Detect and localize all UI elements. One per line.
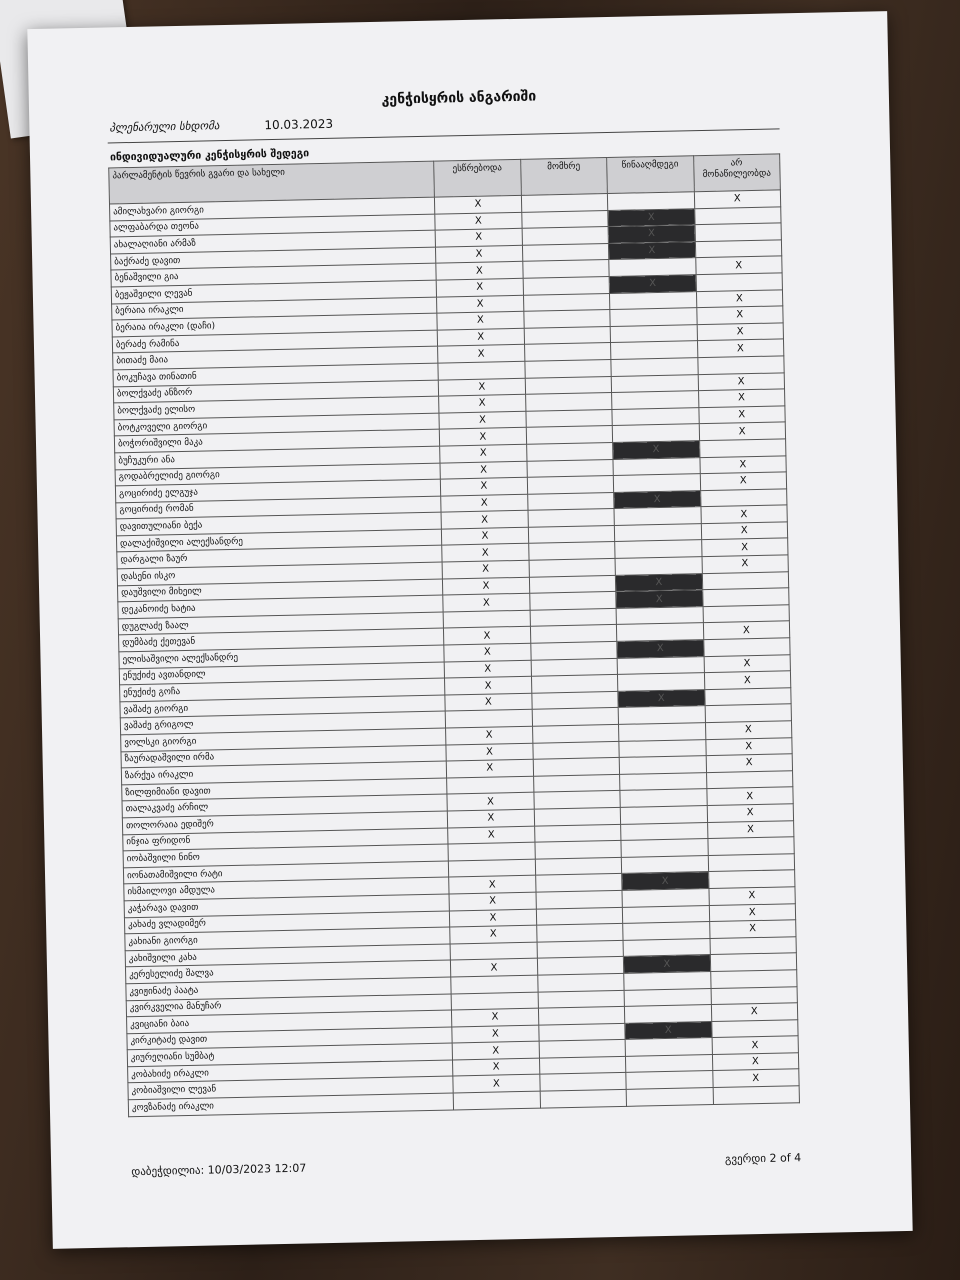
vote-cell-abstain: X [706,754,793,772]
vote-cell-against [612,424,699,442]
vote-cell-against: X [625,1021,712,1039]
vote-cell-abstain: X [698,372,785,390]
vote-cell-abstain [707,837,794,855]
vote-cell-against: X [617,640,704,658]
column-header-against: წინააღმდეგი [607,156,694,194]
vote-cell-abstain [694,206,781,224]
vote-cell-against [615,557,702,575]
vote-cell-abstain: X [712,1069,799,1087]
vote-cell-for [534,807,621,825]
vote-cell-for [521,194,608,212]
column-header-for: მომხრე [520,158,607,196]
vote-cell-present: X [446,726,533,744]
member-name: კვირკველია მანუჩარ [126,993,451,1016]
member-name: ვაშაძე გიორგი [120,695,445,718]
vote-cell-against [626,1088,713,1106]
vote-cell-abstain [700,489,787,507]
column-header-name: პარლამენტის წევრის გვარი და სახელი [109,161,435,204]
vote-cell-against [622,888,709,906]
vote-cell-present: X [438,345,525,363]
vote-cell-against [617,656,704,674]
vote-cell-against [611,341,698,359]
vote-cell-for [537,940,624,958]
column-header-abstain: არ მონაწილეობდა [693,154,780,192]
vote-cell-for [526,409,613,427]
member-name: ვოლსკი გიორგი [121,728,446,751]
vote-cell-abstain: X [698,389,785,407]
vote-cell-against [618,673,705,691]
vote-cell-abstain: X [706,787,793,805]
vote-cell-abstain: X [699,422,786,440]
member-name: იონათამიშვილი რატი [123,861,448,884]
member-name: ზაურადაშვილი ირმა [121,745,446,768]
vote-cell-against [624,971,711,989]
vote-cell-present: X [445,693,532,711]
vote-cell-abstain [697,356,784,374]
vote-cell-for [522,260,609,278]
vote-cell-for [533,741,620,759]
vote-cell-for [530,608,617,626]
vote-cell-abstain: X [709,903,796,921]
vote-cell-for [539,1073,626,1091]
member-name: ბუჩუკური ანა [115,446,440,469]
vote-cell-against [619,723,706,741]
vote-cell-abstain [695,223,782,241]
vote-cell-abstain [711,1019,798,1037]
vote-cell-against [623,922,710,940]
vote-cell-for [525,376,612,394]
vote-cell-for [533,758,620,776]
vote-cell-against [611,374,698,392]
vote-cell-for [529,575,616,593]
member-name: ბერაია ირაკლი (დაჩი) [112,313,437,336]
vote-cell-abstain [705,704,792,722]
member-name: დუმბაძე ქეთევან [119,628,444,651]
member-name: კაჭარავა დავით [124,894,449,917]
vote-cell-present [448,842,535,860]
vote-cell-abstain [703,638,790,656]
member-name: კობახიძე ირაკლი [128,1060,453,1083]
member-name: ბეჟაშვილი ლევან [111,280,436,303]
vote-cell-against: X [622,872,709,890]
vote-cell-against: X [613,441,700,459]
vote-cell-abstain: X [712,1053,799,1071]
member-name: დაუშვილი მიხეილ [117,579,442,602]
vote-cell-present: X [442,560,529,578]
vote-cell-for [521,210,608,228]
vote-cell-against [624,1005,711,1023]
vote-cell-abstain: X [709,920,796,938]
vote-cell-present: X [437,328,524,346]
member-name: გოცირიძე რომან [116,496,441,519]
vote-cell-abstain: X [697,339,784,357]
vote-cell-against [607,192,694,210]
vote-cell-present: X [453,1058,540,1076]
member-name: თოლორაია ედიშერ [122,811,447,834]
vote-cell-for [522,243,609,261]
vote-cell-present: X [451,958,538,976]
member-name: ზილფიმიანი დავით [122,778,447,801]
vote-cell-abstain: X [704,671,791,689]
vote-cell-against [625,1038,712,1056]
vote-cell-against [614,507,701,525]
member-name: გოდაბრელიძე გიორგი [115,463,440,486]
vote-cell-present: X [443,577,530,595]
vote-cell-against [621,822,708,840]
vote-cell-against: X [609,275,696,293]
vote-cell-for [528,542,615,560]
vote-cell-present: X [452,1041,539,1059]
vote-cell-present: X [436,262,523,280]
vote-cell-abstain: X [695,256,782,274]
vote-cell-present [445,710,532,728]
vote-cell-for [524,343,611,361]
vote-cell-present: X [443,593,530,611]
member-name: დარგალი ზაურ [117,546,442,569]
vote-cell-for [524,326,611,344]
vote-cell-for [534,791,621,809]
vote-cell-present: X [441,511,528,529]
member-name: ბაქრაძე დავით [111,247,436,270]
vote-cell-against: X [608,225,695,243]
vote-cell-present: X [444,643,531,661]
vote-cell-present: X [448,826,535,844]
vote-cell-present: X [441,494,528,512]
vote-cell-abstain: X [701,538,788,556]
vote-cell-against: X [608,208,695,226]
session-date: 10.03.2023 [264,116,334,133]
vote-cell-abstain: X [697,323,784,341]
vote-cell-against [618,706,705,724]
vote-cell-against [613,457,700,475]
vote-cell-present: X [436,278,523,296]
member-name: ბერაია ირაკლი [112,297,437,320]
vote-cell-for [535,874,622,892]
vote-cell-present: X [437,311,524,329]
vote-cell-against [624,988,711,1006]
vote-cell-for [536,923,623,941]
vote-cell-against [622,905,709,923]
vote-cell-abstain [708,870,795,888]
vote-cell-present: X [436,245,523,263]
member-name: ბოკუჩავა თინათინ [113,363,438,386]
vote-cell-for [526,442,613,460]
vote-cell-for [523,310,610,328]
vote-cell-abstain: X [705,721,792,739]
member-name: ახალაღიანი არმაზ [110,230,435,253]
page-number: გვერდი 2 of 4 [724,1151,802,1166]
vote-cell-abstain [695,240,782,258]
member-name: დუგლაძე ზაალ [118,612,443,635]
vote-cell-present: X [452,1008,539,1026]
vote-cell-for [527,459,614,477]
vote-cell-abstain: X [702,555,789,573]
vote-cell-against [610,291,697,309]
vote-cell-for [532,708,619,726]
vote-cell-for [527,492,614,510]
vote-cell-abstain [706,771,793,789]
vote-cell-abstain: X [704,654,791,672]
vote-cell-for [527,476,614,494]
vote-cell-against [621,855,708,873]
vote-cell-abstain: X [701,522,788,540]
vote-cell-against [619,756,706,774]
vote-cell-for [525,393,612,411]
vote-cell-for [535,841,622,859]
vote-cell-against: X [614,490,701,508]
vote-cell-present: X [437,295,524,313]
vote-cell-abstain: X [698,406,785,424]
member-name: კახიანი გიორგი [125,927,450,950]
vote-cell-present: X [450,909,537,927]
section-title: ინდივიდუალური კენჭისყრის შედეგი [109,147,310,164]
member-name: გოცირიძე ელგუჯა [115,479,440,502]
vote-cell-against: X [623,955,710,973]
vote-cell-present [447,776,534,794]
vote-cell-present: X [449,876,536,894]
member-name: დეკანოიძე ხატია [118,595,443,618]
member-name: დალაქიშვილი ალექსანდრე [116,529,441,552]
vote-cell-for [540,1089,627,1107]
vote-cell-against [614,524,701,542]
vote-cell-against: X [618,689,705,707]
vote-cell-present: X [446,759,533,777]
session-type: პლენარული სხდომა [109,119,220,135]
member-name: კიურეღიანი სუმბატ [127,1043,452,1066]
member-name: კოვზანაძე ირაკლი [128,1093,453,1116]
member-name: ამილახვარი გიორგი [109,197,434,220]
vote-cell-against: X [609,241,696,259]
vote-cell-present [451,992,538,1010]
vote-cell-present [453,1091,540,1109]
vote-cell-abstain: X [705,737,792,755]
vote-cell-present: X [445,676,532,694]
column-header-present: ესწრებოდა [434,159,521,197]
vote-cell-abstain [710,936,797,954]
vote-cell-for [531,691,618,709]
vote-cell-present: X [439,394,526,412]
vote-cell-present: X [447,793,534,811]
vote-cell-abstain: X [699,455,786,473]
vote-cell-for [525,359,612,377]
vote-cell-abstain: X [696,306,783,324]
member-name: კახიშვილი კახა [125,944,450,967]
printed-timestamp: დაბეჭდილია: 10/03/2023 12:07 [131,1161,307,1179]
vote-cell-for [526,426,613,444]
vote-cell-for [536,890,623,908]
vote-cell-for [534,824,621,842]
vote-cell-present [438,361,525,379]
vote-cell-against [620,772,707,790]
member-name: ბოლქვაძე ელისო [114,396,439,419]
vote-cell-present: X [439,411,526,429]
vote-cell-abstain: X [707,804,794,822]
vote-cell-abstain [703,605,790,623]
member-name: ისმაილოვი ამდულა [124,877,449,900]
vote-cell-for [530,641,617,659]
vote-table [108,153,800,1117]
vote-cell-present: X [444,627,531,645]
vote-cell-against [623,938,710,956]
vote-cell-for [529,592,616,610]
vote-cell-against [617,623,704,641]
vote-cell-for [538,1006,625,1024]
vote-cell-present [451,975,538,993]
vote-cell-abstain [702,571,789,589]
vote-cell-present: X [440,444,527,462]
vote-cell-for [528,509,615,527]
vote-table-body [109,190,799,1117]
member-name: ენუქიძე გოჩა [120,678,445,701]
vote-cell-present [450,942,537,960]
vote-cell-present [449,859,536,877]
vote-cell-abstain: X [694,190,781,208]
vote-cell-present: X [435,229,522,247]
vote-cell-for [531,658,618,676]
vote-cell-against [626,1071,713,1089]
vote-cell-present: X [441,477,528,495]
member-name: ენუქიძე ავთანდილ [119,662,444,685]
vote-cell-present: X [447,809,534,827]
vote-cell-for [523,276,610,294]
vote-cell-present: X [453,1075,540,1093]
vote-cell-for [528,525,615,543]
vote-cell-abstain: X [707,820,794,838]
vote-cell-against [621,839,708,857]
vote-cell-present: X [450,925,537,943]
vote-cell-abstain [704,688,791,706]
member-name: კირკიტაძე დავით [127,1027,452,1050]
member-name: ბითაძე მაია [113,346,438,369]
voting-report-page [27,11,912,1249]
vote-cell-abstain [710,953,797,971]
vote-cell-abstain: X [696,289,783,307]
vote-cell-against [612,391,699,409]
vote-cell-against [620,789,707,807]
vote-cell-abstain [708,854,795,872]
vote-cell-for [537,973,624,991]
vote-cell-abstain [710,970,797,988]
member-name: იობაშვილი ნინო [123,844,448,867]
vote-cell-for [522,227,609,245]
vote-cell-for [523,293,610,311]
vote-cell-present: X [435,212,522,230]
vote-cell-against: X [615,573,702,591]
vote-cell-present: X [446,743,533,761]
member-name: ბოლქვაძე ანზორ [113,380,438,403]
vote-cell-against [609,258,696,276]
member-name: კახაძე ვლადიმერ [124,911,449,934]
vote-cell-present: X [440,461,527,479]
vote-cell-present: X [435,195,522,213]
vote-cell-against [612,407,699,425]
vote-cell-against [613,474,700,492]
vote-cell-against [610,308,697,326]
vote-cell-present: X [449,892,536,910]
member-name: ინჯია ფრიდონ [123,828,448,851]
vote-cell-against [610,324,697,342]
vote-cell-abstain [713,1086,800,1104]
member-name: ალფაბარდა თეონა [110,214,435,237]
vote-cell-abstain: X [712,1036,799,1054]
vote-cell-against [611,358,698,376]
member-name: ბერაძე რამინა [112,330,437,353]
member-name: ვაშაძე გრიგოლ [120,711,445,734]
vote-cell-present [443,610,530,628]
report-title: კენჭისყრის ანგარიში [381,88,537,108]
member-name: კვიჟინაძე პაატა [126,977,451,1000]
vote-cell-for [539,1056,626,1074]
vote-cell-present: X [452,1025,539,1043]
vote-cell-abstain [696,273,783,291]
vote-cell-abstain: X [708,887,795,905]
vote-cell-for [529,559,616,577]
vote-cell-for [537,957,624,975]
vote-cell-present: X [439,428,526,446]
vote-cell-present: X [444,660,531,678]
vote-cell-for [536,907,623,925]
member-name: ბოჭორიშვილი მაკა [114,429,439,452]
vote-cell-present: X [442,527,529,545]
vote-cell-against [616,606,703,624]
member-name: ბოტკოველი გიორგი [114,413,439,436]
vote-cell-for [538,1023,625,1041]
vote-cell-against [626,1054,713,1072]
vote-cell-abstain [711,986,798,1004]
vote-cell-against: X [616,590,703,608]
vote-cell-for [535,857,622,875]
vote-cell-for [539,1040,626,1058]
vote-cell-abstain: X [700,472,787,490]
vote-cell-abstain: X [711,1003,798,1021]
vote-cell-abstain: X [700,505,787,523]
vote-cell-for [530,625,617,643]
member-name: დავითულიანი ბექა [116,512,441,535]
member-name: ბენაშვილი გია [111,264,436,287]
vote-cell-present: X [438,378,525,396]
vote-cell-for [531,675,618,693]
vote-cell-for [532,724,619,742]
vote-cell-abstain [699,439,786,457]
member-name: ზარქუა ირაკლი [121,761,446,784]
member-name: კერესელიძე შალვა [125,960,450,983]
member-name: თალაკვაძე არჩილ [122,794,447,817]
vote-cell-present: X [442,544,529,562]
vote-cell-against [619,739,706,757]
vote-cell-against [615,540,702,558]
vote-cell-for [538,990,625,1008]
vote-cell-for [533,774,620,792]
vote-cell-abstain: X [703,621,790,639]
member-name: კობიაშვილი ლევან [128,1076,453,1099]
vote-cell-abstain [702,588,789,606]
member-name: კვიციანი ბაია [127,1010,452,1033]
member-name: ელისაშვილი ალექსანდრე [119,645,444,668]
vote-cell-against [620,806,707,824]
member-name: დასენი ისკო [117,562,442,585]
